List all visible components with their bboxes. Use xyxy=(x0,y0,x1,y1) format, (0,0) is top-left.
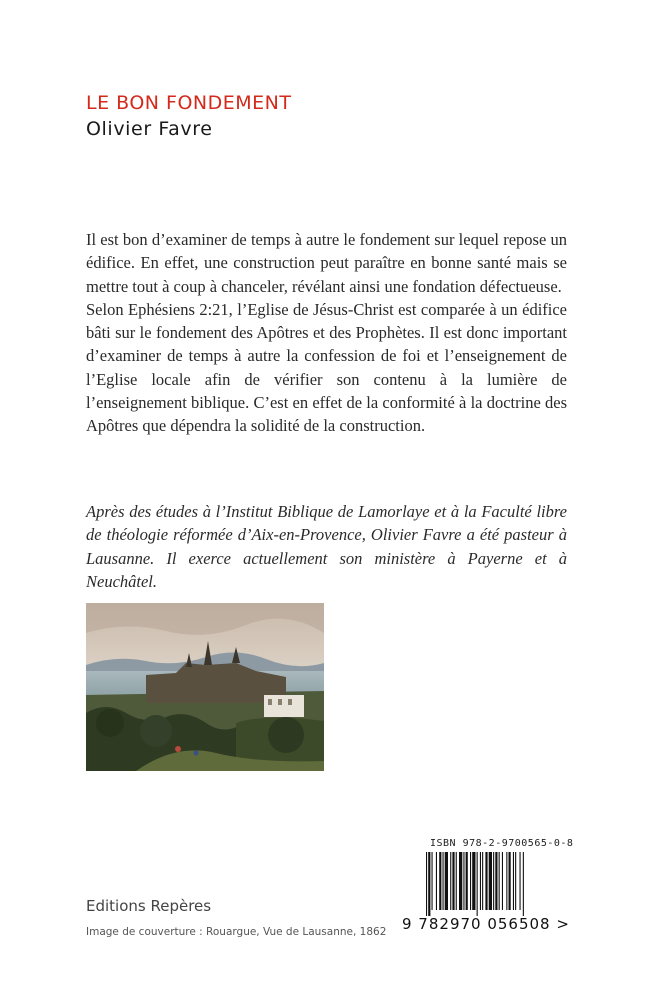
barcode-bar xyxy=(523,852,524,916)
barcode-bar xyxy=(493,852,494,910)
barcode-bars xyxy=(426,852,566,916)
barcode-bar xyxy=(466,852,468,910)
barcode-bar xyxy=(456,852,457,910)
author-bio: Après des études à l’Institut Biblique de Lamorlaye et à la Faculté libre de théologie réformée d’Aix-en-Provence, Olivier Favre a été pasteur à Lausanne. Il exerce actuellement son ministère à Payerne et à Neuchâtel. xyxy=(86,502,567,591)
barcode-bar xyxy=(450,852,451,910)
barcode-bar xyxy=(472,852,475,910)
barcode-bar xyxy=(439,852,441,910)
book-title: LE BON FONDEMENT xyxy=(86,92,292,114)
barcode-bar xyxy=(502,852,503,910)
isbn-barcode xyxy=(400,838,575,948)
barcode-bar xyxy=(509,852,511,910)
barcode-bar xyxy=(506,852,507,910)
quiet-zone-mark: > xyxy=(556,915,570,933)
book-author: Olivier Favre xyxy=(86,118,213,140)
barcode-bar xyxy=(428,852,430,916)
barcode-bar xyxy=(463,852,464,910)
barcode-bar xyxy=(482,852,483,910)
publisher-name: Editions Repères xyxy=(86,897,212,915)
blurb-paragraph: Selon Ephésiens 2:21, l’Eglise de Jésus-Christ est comparée à un édifice bâti sur le fondement des Apôtres et des Prophètes. Il est donc important d’examiner de temps à autre la confession de foi et l’enseignement de l’Eglise locale afin de vérifier son contenu à la lumière de l’enseignement biblique. C’est en effet de la conformité à la doctrine des Apôtres que dépendra la solidité de la construction. xyxy=(86,299,567,436)
barcode-bar xyxy=(445,852,448,910)
barcode-bar xyxy=(436,852,437,910)
barcode-bar xyxy=(432,852,433,910)
blurb xyxy=(86,228,567,438)
cover-illustration xyxy=(86,603,324,771)
barcode-bar xyxy=(513,852,514,910)
ean-digits: 9 782970 056508 xyxy=(402,915,551,933)
isbn-label: ISBN 978-2-9700565-0-8 xyxy=(430,838,574,849)
barcode-bar xyxy=(470,852,471,910)
barcode-bar xyxy=(515,852,516,910)
barcode-bar xyxy=(459,852,462,910)
cover-image-credit: Image de couverture : Rouargue, Vue de Lausanne, 1862 xyxy=(86,926,387,938)
barcode-bar xyxy=(452,852,454,910)
barcode-bar xyxy=(477,852,478,916)
barcode-bar xyxy=(495,852,497,910)
barcode-bar xyxy=(489,852,492,910)
barcode-bar xyxy=(443,852,444,910)
barcode-bar xyxy=(426,852,427,916)
barcode-bar xyxy=(480,852,481,910)
barcode-bar xyxy=(520,852,521,910)
blurb-paragraph: Il est bon d’examiner de temps à autre le fondement sur lequel repose un édifice. En effet, une construction peut paraître en bonne santé mais se mettre tout à coup à chanceler, révélant ainsi une fondation défectueuse. xyxy=(86,230,567,296)
barcode-bar xyxy=(499,852,500,910)
barcode-bar xyxy=(485,852,487,910)
